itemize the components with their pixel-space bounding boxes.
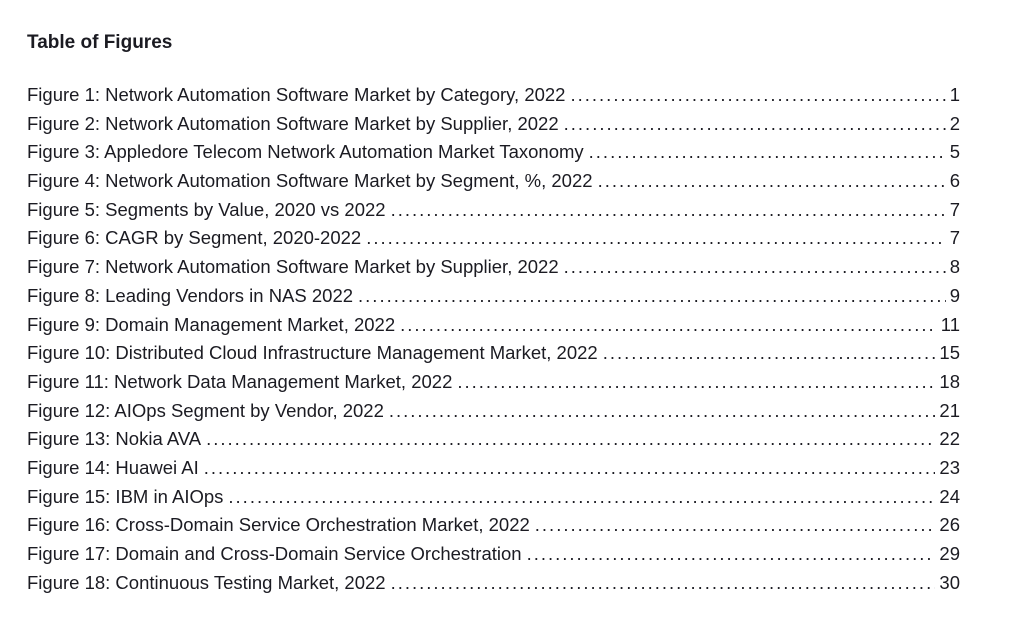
toc-entry-page: 7 [949, 198, 960, 220]
toc-leader-dots [527, 540, 936, 569]
toc-entry-page: 2 [949, 112, 960, 134]
toc-entry [27, 511, 960, 540]
toc-leader-dots [400, 311, 937, 340]
toc-entry-label: Figure 2: Network Automation Software Market by Supplier, 2022 [27, 112, 559, 134]
toc-entry-label: Figure 17: Domain and Cross-Domain Service Orchestration [27, 543, 522, 564]
toc-entry-page: 7 [949, 227, 960, 249]
toc-leader-dots [570, 81, 945, 110]
toc-entry-page: 11 [940, 313, 960, 335]
toc-leader-dots [366, 224, 945, 253]
toc-entry [27, 311, 960, 340]
toc-leader-dots [391, 196, 946, 225]
toc-leader-dots [535, 511, 936, 540]
toc-leader-dots [389, 397, 936, 426]
toc-entry-page: 18 [939, 370, 960, 392]
toc-entry [27, 138, 960, 167]
toc-entry [27, 483, 960, 512]
toc-entry [27, 167, 960, 196]
toc-entry-label: Figure 16: Cross-Domain Service Orchestration Market, 2022 [27, 514, 530, 536]
toc-entry [27, 397, 960, 426]
toc-entry-label: Figure 15: IBM in AIOps [27, 485, 224, 507]
toc-leader-dots [228, 483, 935, 512]
toc-leader-dots [564, 110, 946, 139]
toc-entry-page: 8 [949, 256, 960, 278]
page-title: Table of Figures [27, 32, 173, 53]
toc-entry-page: 6 [949, 170, 960, 192]
toc-entry-label: Figure 18: Continuous Testing Market, 2022 [27, 571, 386, 593]
toc-entry [27, 253, 960, 282]
toc-entry-page: 23 [939, 456, 960, 478]
toc-leader-dots [358, 282, 946, 311]
toc-leader-dots [598, 167, 946, 196]
toc-entry-label: Figure 3: Appledore Telecom Network Automation Market Taxonomy [27, 141, 584, 163]
toc-entry-label: Figure 1: Network Automation Software Market by Category, 2022 [27, 84, 566, 105]
toc-leader-dots [204, 454, 936, 483]
toc-entry-page: 5 [949, 141, 960, 163]
toc-entry-page: 24 [939, 485, 960, 507]
toc-leader-dots [206, 425, 935, 454]
toc-entry [27, 454, 960, 483]
toc-entry-label: Figure 12: AIOps Segment by Vendor, 2022 [27, 399, 384, 421]
toc-entry-page: 26 [939, 514, 960, 536]
toc-entry-page: 1 [949, 84, 960, 105]
toc-entry-label: Figure 5: Segments by Value, 2020 vs 2022 [27, 198, 386, 220]
toc-entry [27, 569, 960, 598]
toc-entry-page: 21 [939, 399, 960, 421]
toc-entry-label: Figure 14: Huawei AI [27, 456, 199, 478]
toc-entry-page: 9 [949, 284, 960, 306]
toc-entry [27, 196, 960, 225]
toc-leader-dots [391, 569, 936, 598]
toc-entry-label: Figure 8: Leading Vendors in NAS 2022 [27, 284, 354, 306]
toc-entry [27, 425, 960, 454]
toc-entry-label: Figure 11: Network Data Management Market, 2022 [27, 370, 453, 392]
toc-entry [27, 368, 960, 397]
toc-entry-label: Figure 7: Network Automation Software Market by Supplier, 2022 [27, 256, 559, 278]
toc-entry [27, 339, 960, 368]
toc-entry [27, 110, 960, 139]
toc-entry-label: Figure 13: Nokia AVA [27, 428, 202, 450]
toc-entry-label: Figure 4: Network Automation Software Market by Segment, %, 2022 [27, 170, 593, 192]
figures-list [27, 81, 960, 597]
toc-entry [27, 81, 960, 110]
toc-entry [27, 282, 960, 311]
toc-leader-dots [589, 138, 946, 167]
toc-entry-label: Figure 9: Domain Management Market, 2022 [27, 313, 396, 335]
toc-entry [27, 540, 960, 569]
toc-entry-page: 15 [939, 342, 960, 364]
toc-entry-page: 30 [939, 571, 960, 593]
toc-leader-dots [603, 339, 936, 368]
toc-entry-label: Figure 6: CAGR by Segment, 2020-2022 [27, 227, 362, 249]
toc-entry [27, 224, 960, 253]
toc-leader-dots [564, 253, 946, 282]
toc-entry-label: Figure 10: Distributed Cloud Infrastructure Management Market, 2022 [27, 342, 598, 364]
toc-entry-page: 22 [939, 428, 960, 450]
toc-entry-page: 29 [939, 543, 960, 564]
toc-leader-dots [457, 368, 935, 397]
